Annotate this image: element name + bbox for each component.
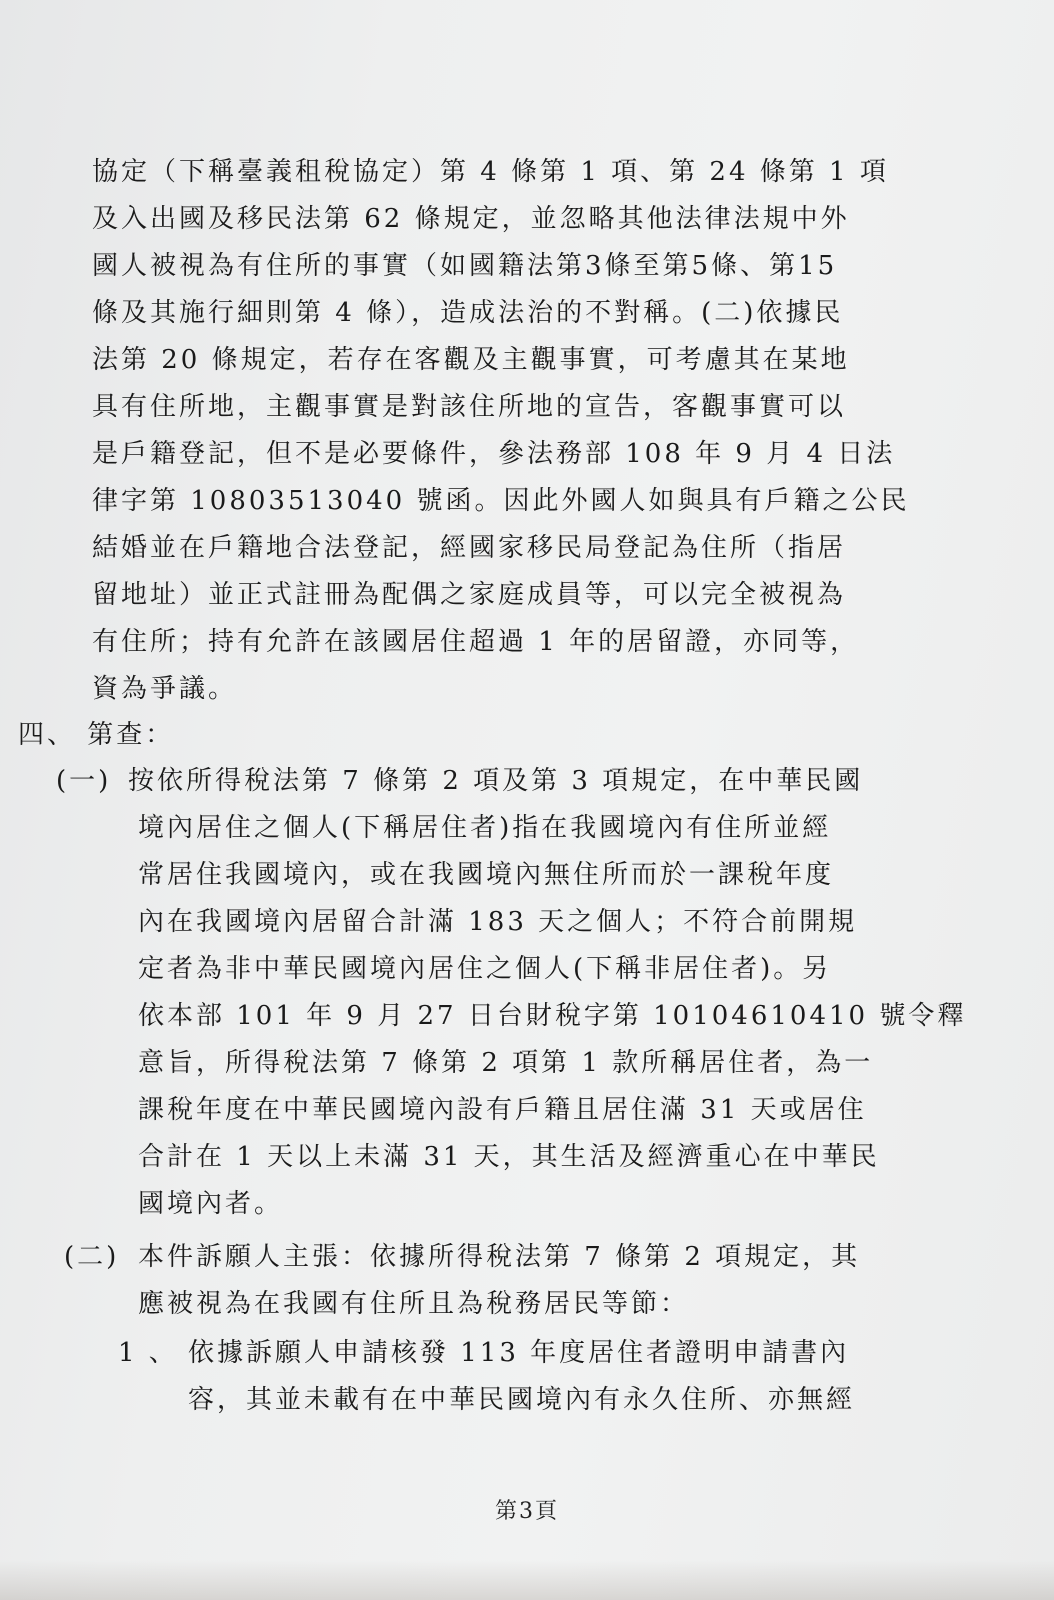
page-number: 第3頁	[495, 1499, 559, 1524]
paragraph-line: 課稅年度在中華民國境內設有戶籍且居住滿 31 天或居住	[138, 1095, 867, 1125]
section-heading: 四、 第查：	[18, 720, 175, 750]
paragraph-line: 律字第 10803513040 號函。因此外國人如與具有戶籍之公民	[92, 486, 910, 516]
sub-item-label: (一)	[56, 766, 112, 796]
paragraph-line: 依據訴願人申請核發 113 年度居住者證明申請書內	[188, 1338, 850, 1368]
paragraph-line: 及入出國及移民法第 62 條規定，並忽略其他法律法規中外	[92, 204, 850, 234]
paragraph-line: 國人被視為有住所的事實（如國籍法第3條至第5條、第15	[92, 251, 838, 281]
paragraph-line: 應被視為在我國有住所且為稅務居民等節：	[138, 1289, 690, 1319]
numbered-item-label: 1 、	[118, 1338, 178, 1368]
paragraph-line: 本件訴願人主張：依據所得稅法第 7 條第 2 項規定，其	[138, 1242, 861, 1272]
paragraph-line: 是戶籍登記，但不是必要條件，參法務部 108 年 9 月 4 日法	[92, 439, 896, 469]
paragraph-line: 有住所；持有允許在該國居住超過 1 年的居留證，亦同等，	[92, 627, 860, 657]
paragraph-line: 容，其並未載有在中華民國境內有永久住所、亦無經	[188, 1385, 856, 1415]
paragraph-line: 常居住我國境內，或在我國境內無住所而於一課稅年度	[138, 860, 835, 890]
paragraph-line: 依本部 101 年 9 月 27 日台財稅字第 10104610410 號令釋	[138, 1001, 967, 1031]
paragraph-line: 合計在 1 天以上未滿 31 天，其生活及經濟重心在中華民	[138, 1142, 880, 1172]
paragraph-line: 協定（下稱臺義租稅協定）第 4 條第 1 項、第 24 條第 1 項	[92, 157, 889, 187]
paragraph-line: 留地址）並正式註冊為配偶之家庭成員等，可以完全被視為	[92, 580, 847, 610]
paragraph-line: 法第 20 條規定，若存在客觀及主觀事實，可考慮其在某地	[92, 345, 850, 375]
sub-item-label: (二)	[64, 1242, 120, 1272]
paragraph-line: 內在我國境內居留合計滿 183 天之個人；不符合前開規	[138, 907, 858, 937]
paragraph-line: 具有住所地，主觀事實是對該住所地的宣告，客觀事實可以	[92, 392, 847, 422]
paragraph-line: 定者為非中華民國境內居住之個人(下稱非居住者)。另	[138, 954, 832, 984]
paragraph-line: 按依所得稅法第 7 條第 2 項及第 3 項規定，在中華民國	[128, 766, 864, 796]
paragraph-line: 資為爭議。	[92, 674, 238, 704]
paragraph-line: 境內居住之個人(下稱居住者)指在我國境內有住所並經	[138, 813, 832, 843]
paragraph-line: 條及其施行細則第 4 條），造成法治的不對稱。(二)依據民	[92, 298, 844, 328]
paragraph-line: 意旨，所得稅法第 7 條第 2 項第 1 款所稱居住者，為一	[138, 1048, 874, 1078]
paper-shadow	[0, 1560, 1054, 1600]
paragraph-line: 結婚並在戶籍地合法登記，經國家移民局登記為住所（指居	[92, 533, 847, 563]
paragraph-line: 國境內者。	[138, 1189, 284, 1219]
